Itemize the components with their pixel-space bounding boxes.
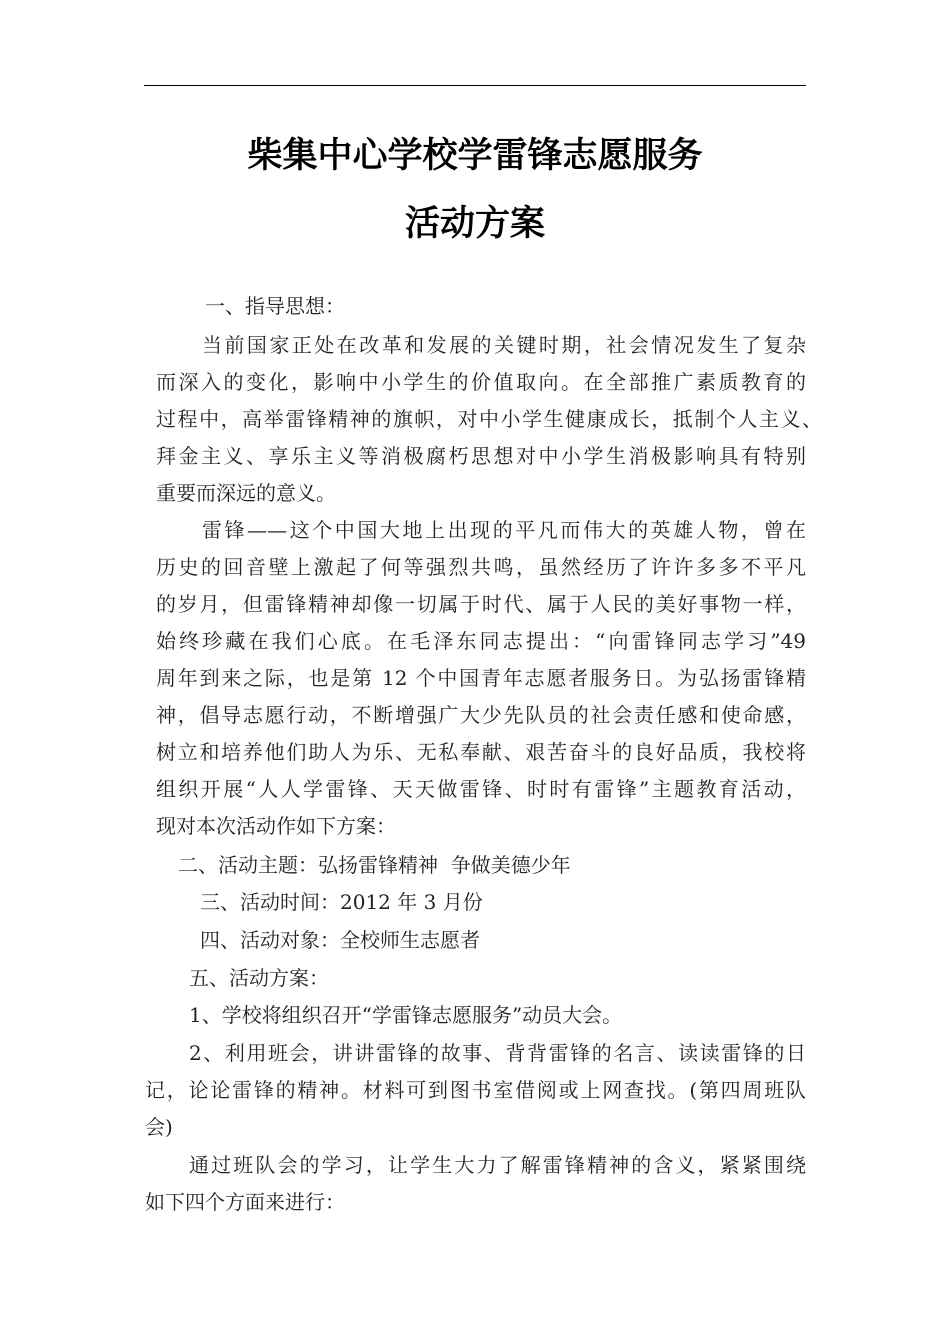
paragraph-line: 过程中，高举雷锋精神的旗帜，对中小学生健康成长，抵制个人主义、 <box>156 407 822 431</box>
paragraph-line: 树立和培养他们助人为乐、无私奉献、艰苦奋斗的良好品质，我校将 <box>156 740 806 764</box>
paragraph-line: 记，论论雷锋的精神。材料可到图书室借阅或上网查找。(第四周班队 <box>145 1078 806 1102</box>
paragraph-line: 重要而深远的意义。 <box>156 481 336 505</box>
paragraph-line: 雷锋——这个中国大地上出现的平凡而伟大的英雄人物，曾在 <box>202 518 806 542</box>
section-heading-guiding-thought: 一、指导思想： <box>205 294 345 318</box>
paragraph-line: 而深入的变化，影响中小学生的价值取向。在全部推广素质教育的 <box>156 370 806 394</box>
paragraph-line: 会) <box>145 1115 173 1139</box>
document-title: 柴集中心学校学雷锋志愿服务 <box>247 136 703 176</box>
paragraph-line: 拜金主义、享乐主义等消极腐朽思想对中小学生消极影响具有特别 <box>156 444 806 468</box>
section-heading-participants: 四、活动对象：全校师生志愿者 <box>200 928 480 952</box>
paragraph-line: 如下四个方面来进行： <box>145 1190 345 1214</box>
document-subtitle: 活动方案 <box>404 204 545 244</box>
paragraph-line: 的岁月，但雷锋精神却像一切属于时代、属于人民的美好事物一样， <box>156 592 806 616</box>
paragraph-line: 始终珍藏在我们心底。在毛泽东同志提出：“向雷锋同志学习”49 <box>156 629 806 653</box>
paragraph-line: 组织开展“人人学雷锋、天天做雷锋、时时有雷锋”主题教育活动， <box>156 777 806 801</box>
section-heading-theme: 二、活动主题：弘扬雷锋精神 争做美德少年 <box>178 853 571 877</box>
paragraph-line: 通过班队会的学习，让学生大力了解雷锋精神的含义，紧紧围绕 <box>189 1153 806 1177</box>
section-heading-time: 三、活动时间：2012 年 3 月份 <box>200 890 483 914</box>
paragraph-line: 神，倡导志愿行动，不断增强广大少先队员的社会责任感和使命感， <box>156 703 806 727</box>
plan-item-2: 2、利用班会，讲讲雷锋的故事、背背雷锋的名言、读读雷锋的日 <box>189 1041 806 1065</box>
header-rule <box>144 85 806 86</box>
section-heading-plan: 五、活动方案： <box>189 966 329 990</box>
paragraph-line: 周年到来之际，也是第 12 个中国青年志愿者服务日。为弘扬雷锋精 <box>156 666 806 690</box>
paragraph-line: 历史的回音壁上激起了何等强烈共鸣，虽然经历了许许多多不平凡 <box>156 555 806 579</box>
paragraph-line: 现对本次活动作如下方案： <box>156 814 396 838</box>
plan-item-1: 1、学校将组织召开“学雷锋志愿服务”动员大会。 <box>189 1003 623 1027</box>
paragraph-line: 当前国家正处在改革和发展的关键时期，社会情况发生了复杂 <box>202 333 806 357</box>
